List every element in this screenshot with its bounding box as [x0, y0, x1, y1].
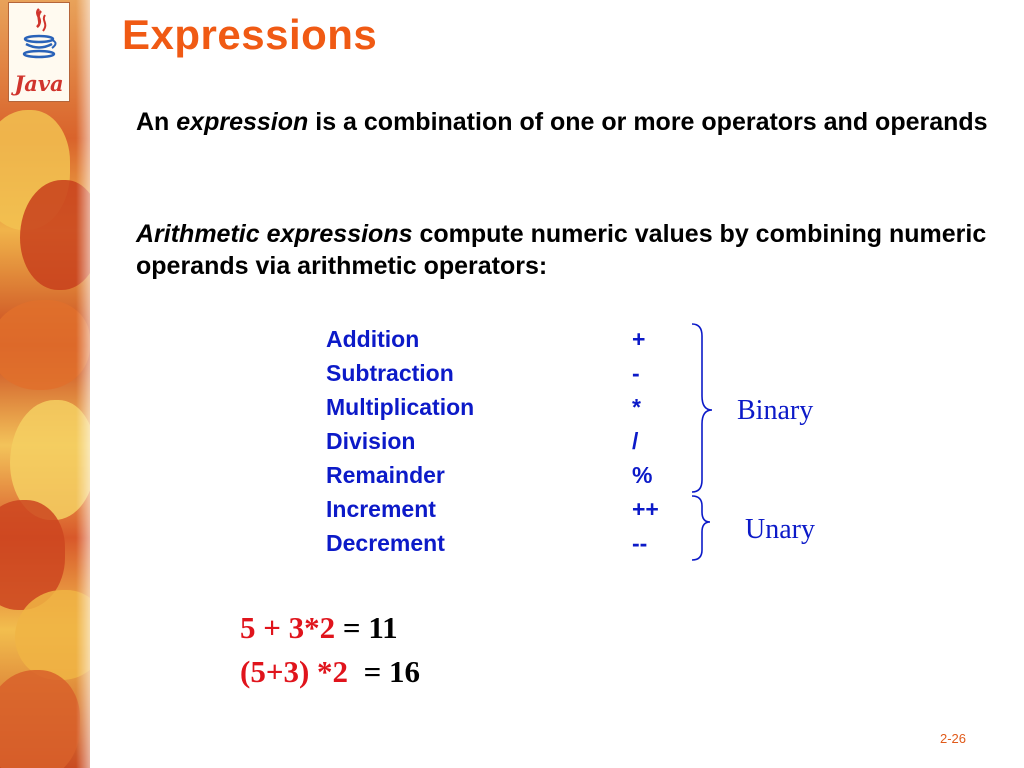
example-result: = 11	[335, 610, 398, 645]
slide-title: Expressions	[122, 11, 378, 58]
page-number: 2-26	[940, 731, 967, 746]
operator-symbol: /	[632, 428, 639, 454]
arithmetic-term: Arithmetic expressions	[136, 220, 413, 248]
definition-text: is a combination of one or more operators and operands	[308, 108, 988, 136]
binary-label: Binary	[737, 395, 814, 426]
operator-row-increment	[326, 492, 686, 526]
operator-symbol: +	[632, 326, 646, 352]
strip-fade	[76, 0, 90, 768]
grouping-braces	[690, 318, 730, 568]
autumn-leaves-background	[0, 0, 90, 768]
java-logo	[8, 2, 70, 102]
binary-brace	[692, 324, 712, 492]
operator-row-decrement	[326, 526, 686, 560]
operator-name: Remainder	[326, 462, 445, 488]
expression-definition	[136, 106, 996, 138]
definition-prefix: An	[136, 108, 177, 136]
operators-list	[326, 322, 686, 560]
operator-symbol: *	[632, 394, 641, 420]
arithmetic-text: compute numeric values by combining numeric operands via arithmetic operators:	[136, 220, 987, 280]
definition-term: expression	[176, 108, 309, 136]
operator-symbol: -	[632, 360, 640, 386]
operator-name: Multiplication	[326, 394, 475, 420]
example-result: = 16	[348, 654, 420, 689]
unary-label: Unary	[745, 514, 815, 545]
examples	[240, 606, 420, 694]
operator-symbol: %	[632, 462, 653, 488]
operator-row-remainder	[326, 458, 686, 492]
operator-name: Increment	[326, 496, 436, 522]
operator-name: Division	[326, 428, 416, 454]
operator-name: Decrement	[326, 530, 445, 556]
example-expression: 5 + 3*2	[240, 610, 336, 645]
logo-text: Java	[14, 71, 64, 96]
operator-row-subtraction	[326, 356, 686, 390]
example-row	[240, 606, 420, 650]
operator-name: Addition	[326, 326, 420, 352]
arithmetic-definition	[136, 218, 996, 282]
operator-symbol: ++	[632, 496, 659, 522]
operator-row-multiplication	[326, 390, 686, 424]
example-expression: (5+3) *2	[240, 654, 349, 689]
operator-name: Subtraction	[326, 360, 454, 386]
operator-row-addition	[326, 322, 686, 356]
coffee-cup-icon	[19, 7, 59, 69]
operator-symbol: --	[632, 530, 648, 556]
example-row	[240, 650, 420, 694]
operator-row-division	[326, 424, 686, 458]
unary-brace	[692, 496, 710, 560]
